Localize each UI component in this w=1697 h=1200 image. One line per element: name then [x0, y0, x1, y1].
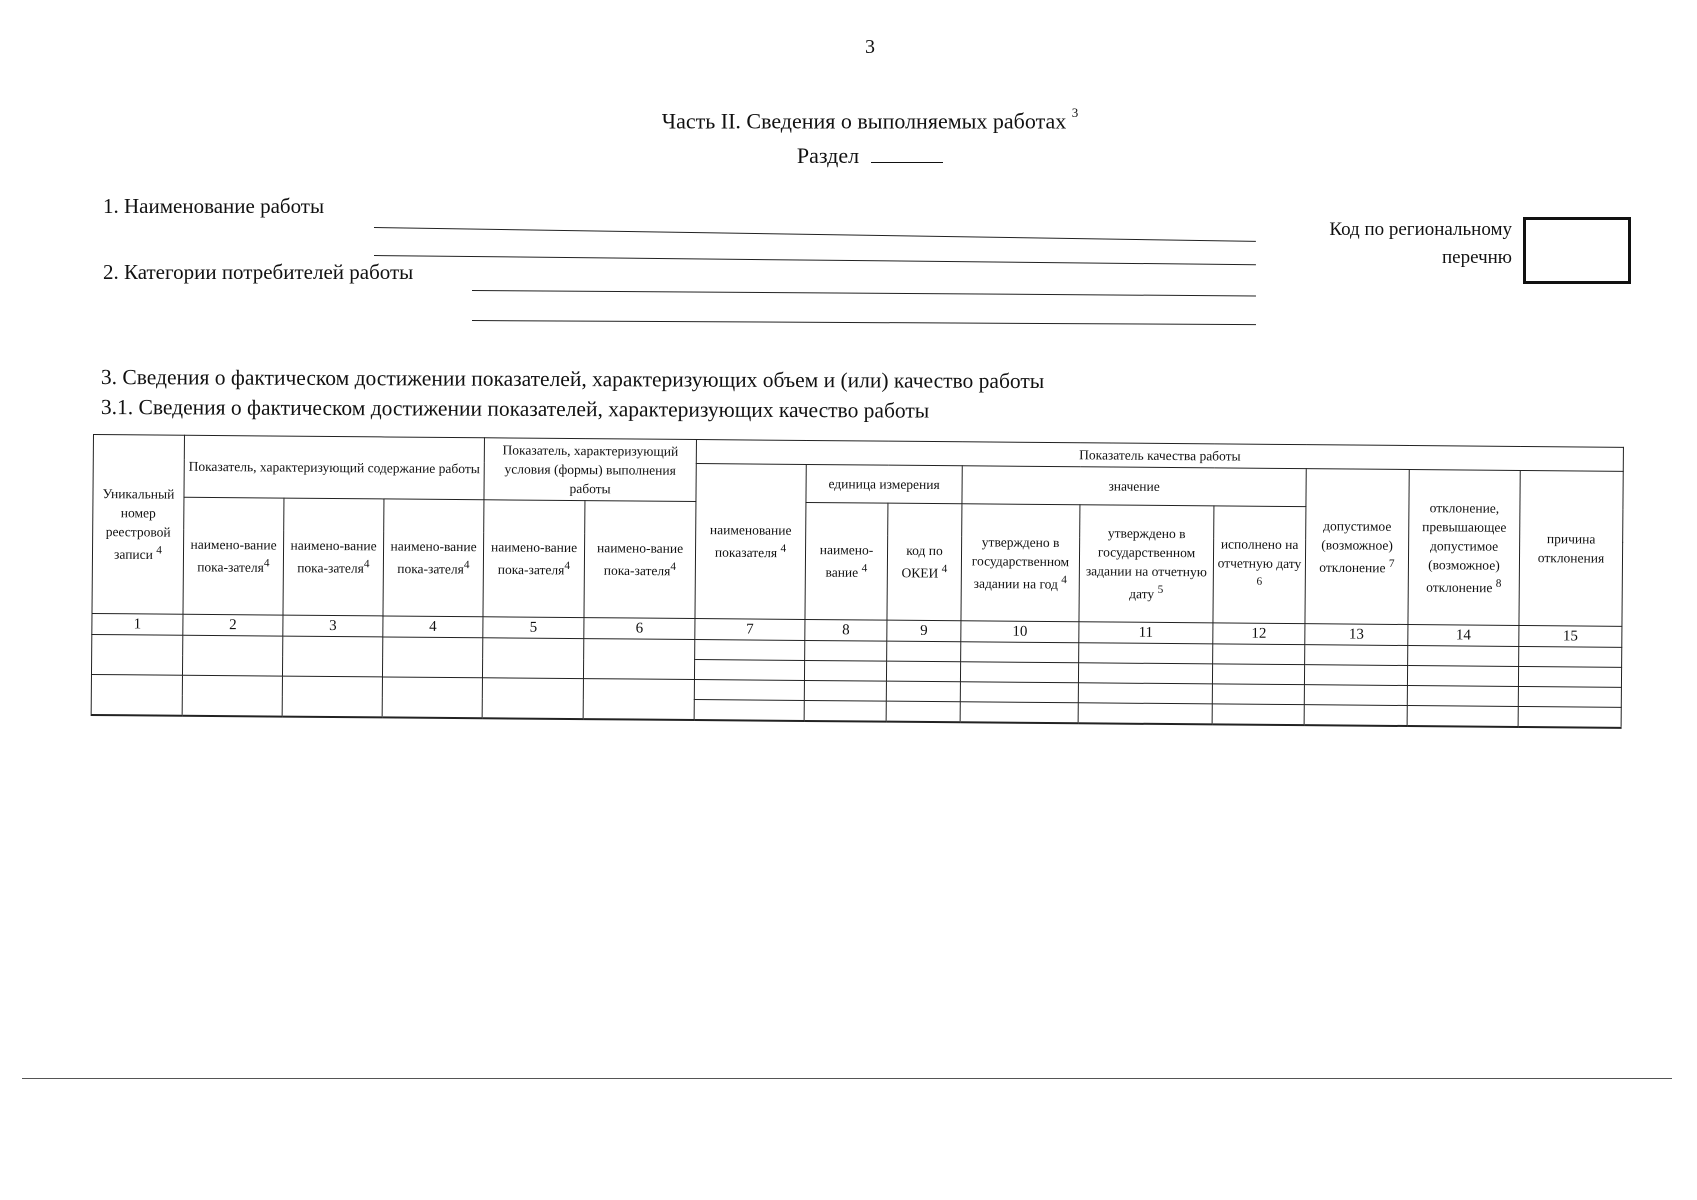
column-number: 5 [483, 617, 584, 639]
column-number: 10 [961, 621, 1079, 643]
column-number: 9 [887, 620, 961, 642]
table-cell[interactable] [1079, 643, 1213, 664]
table-cell[interactable] [91, 634, 182, 675]
work-name-label: 1. Наименование работы [103, 194, 325, 218]
column-number: 4 [383, 616, 483, 638]
column-number: 6 [584, 618, 695, 640]
column-number: 11 [1079, 622, 1213, 644]
column-number: 14 [1408, 625, 1519, 647]
header-deviation-reason: причина отклонения [1519, 470, 1623, 626]
header-executed-date: исполнено на отчетную дату $^6$ [1213, 506, 1306, 624]
page-title [0, 105, 1697, 134]
table-cell[interactable] [805, 640, 887, 661]
table-cell[interactable] [1078, 703, 1212, 725]
table-cell[interactable] [1304, 685, 1407, 706]
table-cell[interactable] [804, 660, 886, 681]
column-number: 2 [183, 614, 283, 636]
header-content-indicator-group: Показатель, характеризующий содержание работы [184, 435, 485, 500]
table-cell[interactable] [960, 662, 1078, 683]
table-cell[interactable] [382, 637, 482, 678]
header-value-group: значение [962, 466, 1306, 507]
column-number: 8 [805, 619, 887, 641]
table-cell[interactable] [804, 700, 886, 721]
heading-3-1: 3.1. Сведения о фактическом достижении показателей, характеризующих качество работы [100, 395, 930, 423]
table-cell[interactable] [1212, 684, 1304, 705]
table-cell[interactable] [961, 642, 1079, 663]
table-cell[interactable] [695, 640, 805, 661]
table-cell[interactable] [960, 682, 1078, 703]
table-cell[interactable] [1078, 683, 1212, 704]
table-cell[interactable] [1518, 666, 1621, 687]
table-cell[interactable] [886, 701, 960, 722]
table-cell[interactable] [1304, 705, 1407, 726]
header-quality-indicator-name: наименование показателя $^4$ [695, 464, 806, 620]
table-cell[interactable] [583, 679, 694, 720]
header-approved-year: утверждено в государственном задании на год $^4$ [961, 504, 1080, 622]
table-cell[interactable] [583, 639, 694, 680]
table-cell[interactable] [886, 681, 960, 702]
column-number: 12 [1213, 623, 1305, 645]
header-registry-number: Уникальный номер реестровой записи $^4$ [92, 435, 184, 615]
table-cell[interactable] [1519, 646, 1622, 667]
section-line [0, 142, 1697, 169]
header-conditions-indicator-group: Показатель, характеризующий условия (формы) выполнения работы [484, 438, 697, 502]
table-cell[interactable] [182, 675, 282, 716]
header-content-indicator-3: наимено-вание пока-зателя$^4$ [383, 499, 484, 617]
table-cell[interactable] [1305, 645, 1408, 666]
table-cell[interactable] [960, 702, 1078, 723]
page-number: 3 [865, 36, 875, 58]
section-label: Раздел [796, 143, 860, 168]
column-number: 13 [1305, 624, 1408, 646]
regional-code-label-line1: Код по региональному [1329, 219, 1512, 240]
column-number: 1 [92, 613, 183, 635]
header-quality-indicator-group: Показатель качества работы [696, 440, 1623, 472]
table-cell[interactable] [482, 638, 583, 679]
header-unit-group: единица измерения [806, 464, 962, 503]
work-name-line-2[interactable] [374, 255, 1256, 265]
table-cell[interactable] [1304, 665, 1407, 686]
quality-indicators-table [91, 434, 1624, 729]
header-conditions-indicator-1: наимено-вание пока-зателя$^4$ [483, 500, 585, 618]
column-number: 7 [695, 619, 805, 641]
consumer-categories-label: 2. Категории потребителей работы [103, 260, 414, 284]
table-cell[interactable] [282, 676, 382, 717]
work-name-line-1[interactable] [374, 227, 1256, 242]
header-content-indicator-2: наимено-вание пока-зателя$^4$ [283, 498, 384, 616]
section-number-blank[interactable] [871, 142, 943, 163]
table-cell[interactable] [1213, 644, 1305, 665]
table-cell[interactable] [1212, 704, 1304, 725]
table-cell[interactable] [694, 700, 804, 721]
table-cell[interactable] [694, 660, 804, 681]
header-approved-date: утверждено в государственном задании на отчетную дату $^5$ [1079, 505, 1214, 623]
table-cell[interactable] [1078, 663, 1212, 684]
table-cell[interactable] [1407, 686, 1518, 707]
regional-code-label [1270, 216, 1512, 272]
header-conditions-indicator-2: наимено-вание пока-зателя$^4$ [584, 501, 696, 619]
table-cell[interactable] [1518, 686, 1621, 707]
title-footnote: 3 [1071, 105, 1079, 120]
header-unit-name: наимено-вание $^4$ [805, 502, 888, 620]
regional-code-label-line2: перечню [1442, 247, 1512, 268]
consumer-categories-line-2[interactable] [472, 320, 1256, 325]
table-cell[interactable] [694, 680, 804, 701]
title-text: Часть II. Сведения о выполняемых работах [661, 108, 1067, 134]
table-cell[interactable] [182, 635, 282, 676]
header-allowed-deviation: допустимое (возможное) отклонение $^7$ [1305, 469, 1409, 625]
table-cell[interactable] [282, 636, 382, 677]
table-cell[interactable] [1212, 664, 1304, 685]
header-content-indicator-1: наимено-вание пока-зателя$^4$ [183, 497, 284, 615]
table-cell[interactable] [382, 677, 482, 718]
regional-code-box[interactable] [1523, 217, 1631, 284]
column-number: 3 [283, 615, 383, 637]
table-cell[interactable] [1407, 706, 1518, 727]
table-cell[interactable] [887, 641, 961, 662]
table-cell[interactable] [482, 678, 583, 719]
heading-3: 3. Сведения о фактическом достижении показателей, характеризующих объем и (или) качество работы [100, 365, 1045, 394]
header-excess-deviation: отклонение, превышающее допустимое (возможное) отклонение $^8$ [1408, 470, 1520, 626]
footer-divider [22, 1078, 1672, 1079]
consumer-categories-line-1[interactable] [472, 290, 1256, 296]
header-unit-okei: код по ОКЕИ $^4$ [887, 503, 962, 621]
table-cell[interactable] [1518, 706, 1621, 727]
table-cell[interactable] [91, 674, 182, 715]
table-cell[interactable] [1408, 646, 1519, 667]
table-cell[interactable] [886, 661, 960, 682]
table-cell[interactable] [804, 680, 886, 701]
column-number: 15 [1519, 625, 1622, 647]
table-cell[interactable] [1407, 666, 1518, 687]
